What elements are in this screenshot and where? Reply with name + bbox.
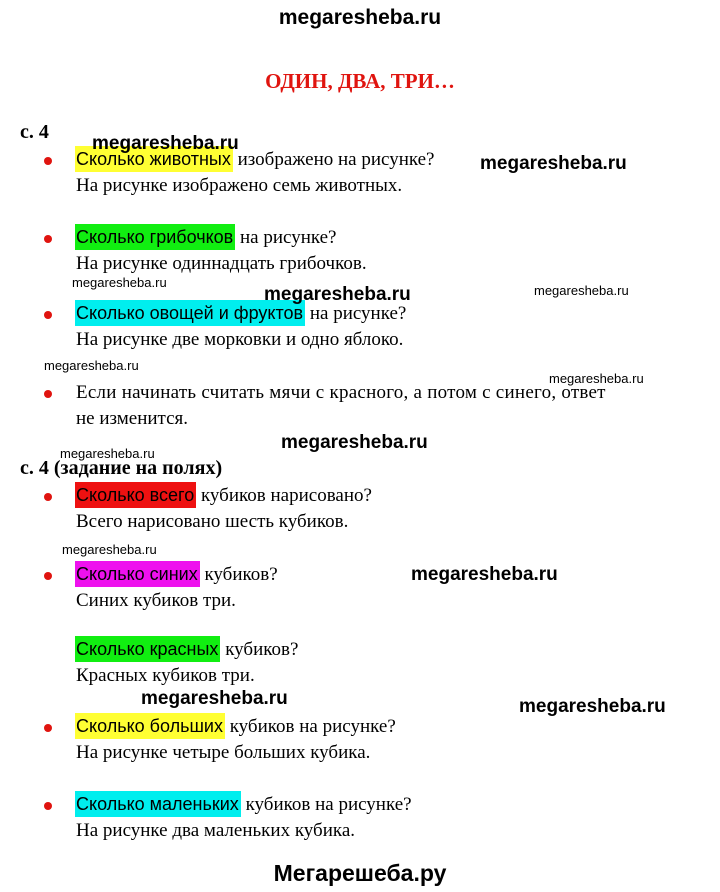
question-line <box>76 717 396 736</box>
statement-line-2: не изменится. <box>76 408 189 429</box>
page-title: ОДИН, ДВА, ТРИ… <box>265 69 455 93</box>
watermark: megaresheba.ru <box>519 696 666 717</box>
watermark: megaresheba.ru <box>141 688 288 709</box>
answer-line: На рисунке изображено семь животных. <box>76 175 403 196</box>
answer-line: Всего нарисовано шесть кубиков. <box>76 511 349 532</box>
highlight-text: Сколько красных <box>75 636 220 662</box>
answer-line: На рисунке одиннадцать грибочков. <box>76 253 367 274</box>
highlight-text: Сколько маленьких <box>75 791 241 817</box>
section-heading-p4-margins: с. 4 (задание на полях) <box>20 457 223 479</box>
watermark: megaresheba.ru <box>72 275 167 290</box>
answer-line: На рисунке четыре больших кубика. <box>76 742 371 763</box>
answer-line: На рисунке два маленьких кубика. <box>76 820 355 841</box>
header-watermark: megaresheba.ru <box>278 6 442 29</box>
footer-watermark: Мегарешеба.ру <box>273 860 447 886</box>
question-line <box>76 565 278 584</box>
question-rest: кубиков на рисунке? <box>240 794 412 815</box>
question-line <box>76 486 372 505</box>
bullet-icon <box>44 390 52 398</box>
highlight-text: Сколько грибочков <box>75 224 235 250</box>
answer-line: Синих кубиков три. <box>76 590 236 611</box>
section-heading-p4: с. 4 <box>20 121 49 143</box>
question-line <box>76 228 337 247</box>
question-line <box>76 795 412 814</box>
highlight-text: Сколько больших <box>75 713 225 739</box>
question-rest: на рисунке? <box>305 303 407 324</box>
question-rest: кубиков нарисовано? <box>196 485 372 506</box>
highlight-text: Сколько синих <box>75 561 200 587</box>
bullet-icon <box>44 572 52 580</box>
watermark: megaresheba.ru <box>44 358 139 373</box>
highlight-text: Сколько всего <box>75 482 196 508</box>
bullet-icon <box>44 311 52 319</box>
highlight-text: Сколько животных <box>75 146 233 172</box>
bullet-icon <box>44 235 52 243</box>
question-line <box>76 304 406 323</box>
watermark: megaresheba.ru <box>534 283 629 298</box>
answer-line: Красных кубиков три. <box>76 665 255 686</box>
statement-line: Если начинать считать мячи с красного, а потом с синего, ответ <box>76 382 606 403</box>
question-rest: изображено на рисунке? <box>232 149 435 170</box>
question-rest: кубиков на рисунке? <box>224 716 396 737</box>
bullet-icon <box>44 493 52 501</box>
question-rest: кубиков? <box>220 639 299 660</box>
question-line <box>76 640 298 659</box>
bullet-icon <box>44 157 52 165</box>
question-rest: кубиков? <box>199 564 278 585</box>
answer-line: На рисунке две морковки и одно яблоко. <box>76 329 404 350</box>
watermark: megaresheba.ru <box>92 133 239 154</box>
watermark: megaresheba.ru <box>62 542 157 557</box>
bullet-icon <box>44 802 52 810</box>
highlight-text: Сколько овощей и фруктов <box>75 300 305 326</box>
watermark: megaresheba.ru <box>480 153 627 174</box>
bullet-icon <box>44 724 52 732</box>
question-rest: на рисунке? <box>235 227 337 248</box>
watermark: megaresheba.ru <box>549 371 644 386</box>
watermark: megaresheba.ru <box>281 432 428 453</box>
watermark: megaresheba.ru <box>411 564 558 585</box>
watermark: megaresheba.ru <box>60 446 155 461</box>
watermark: megaresheba.ru <box>264 284 411 305</box>
